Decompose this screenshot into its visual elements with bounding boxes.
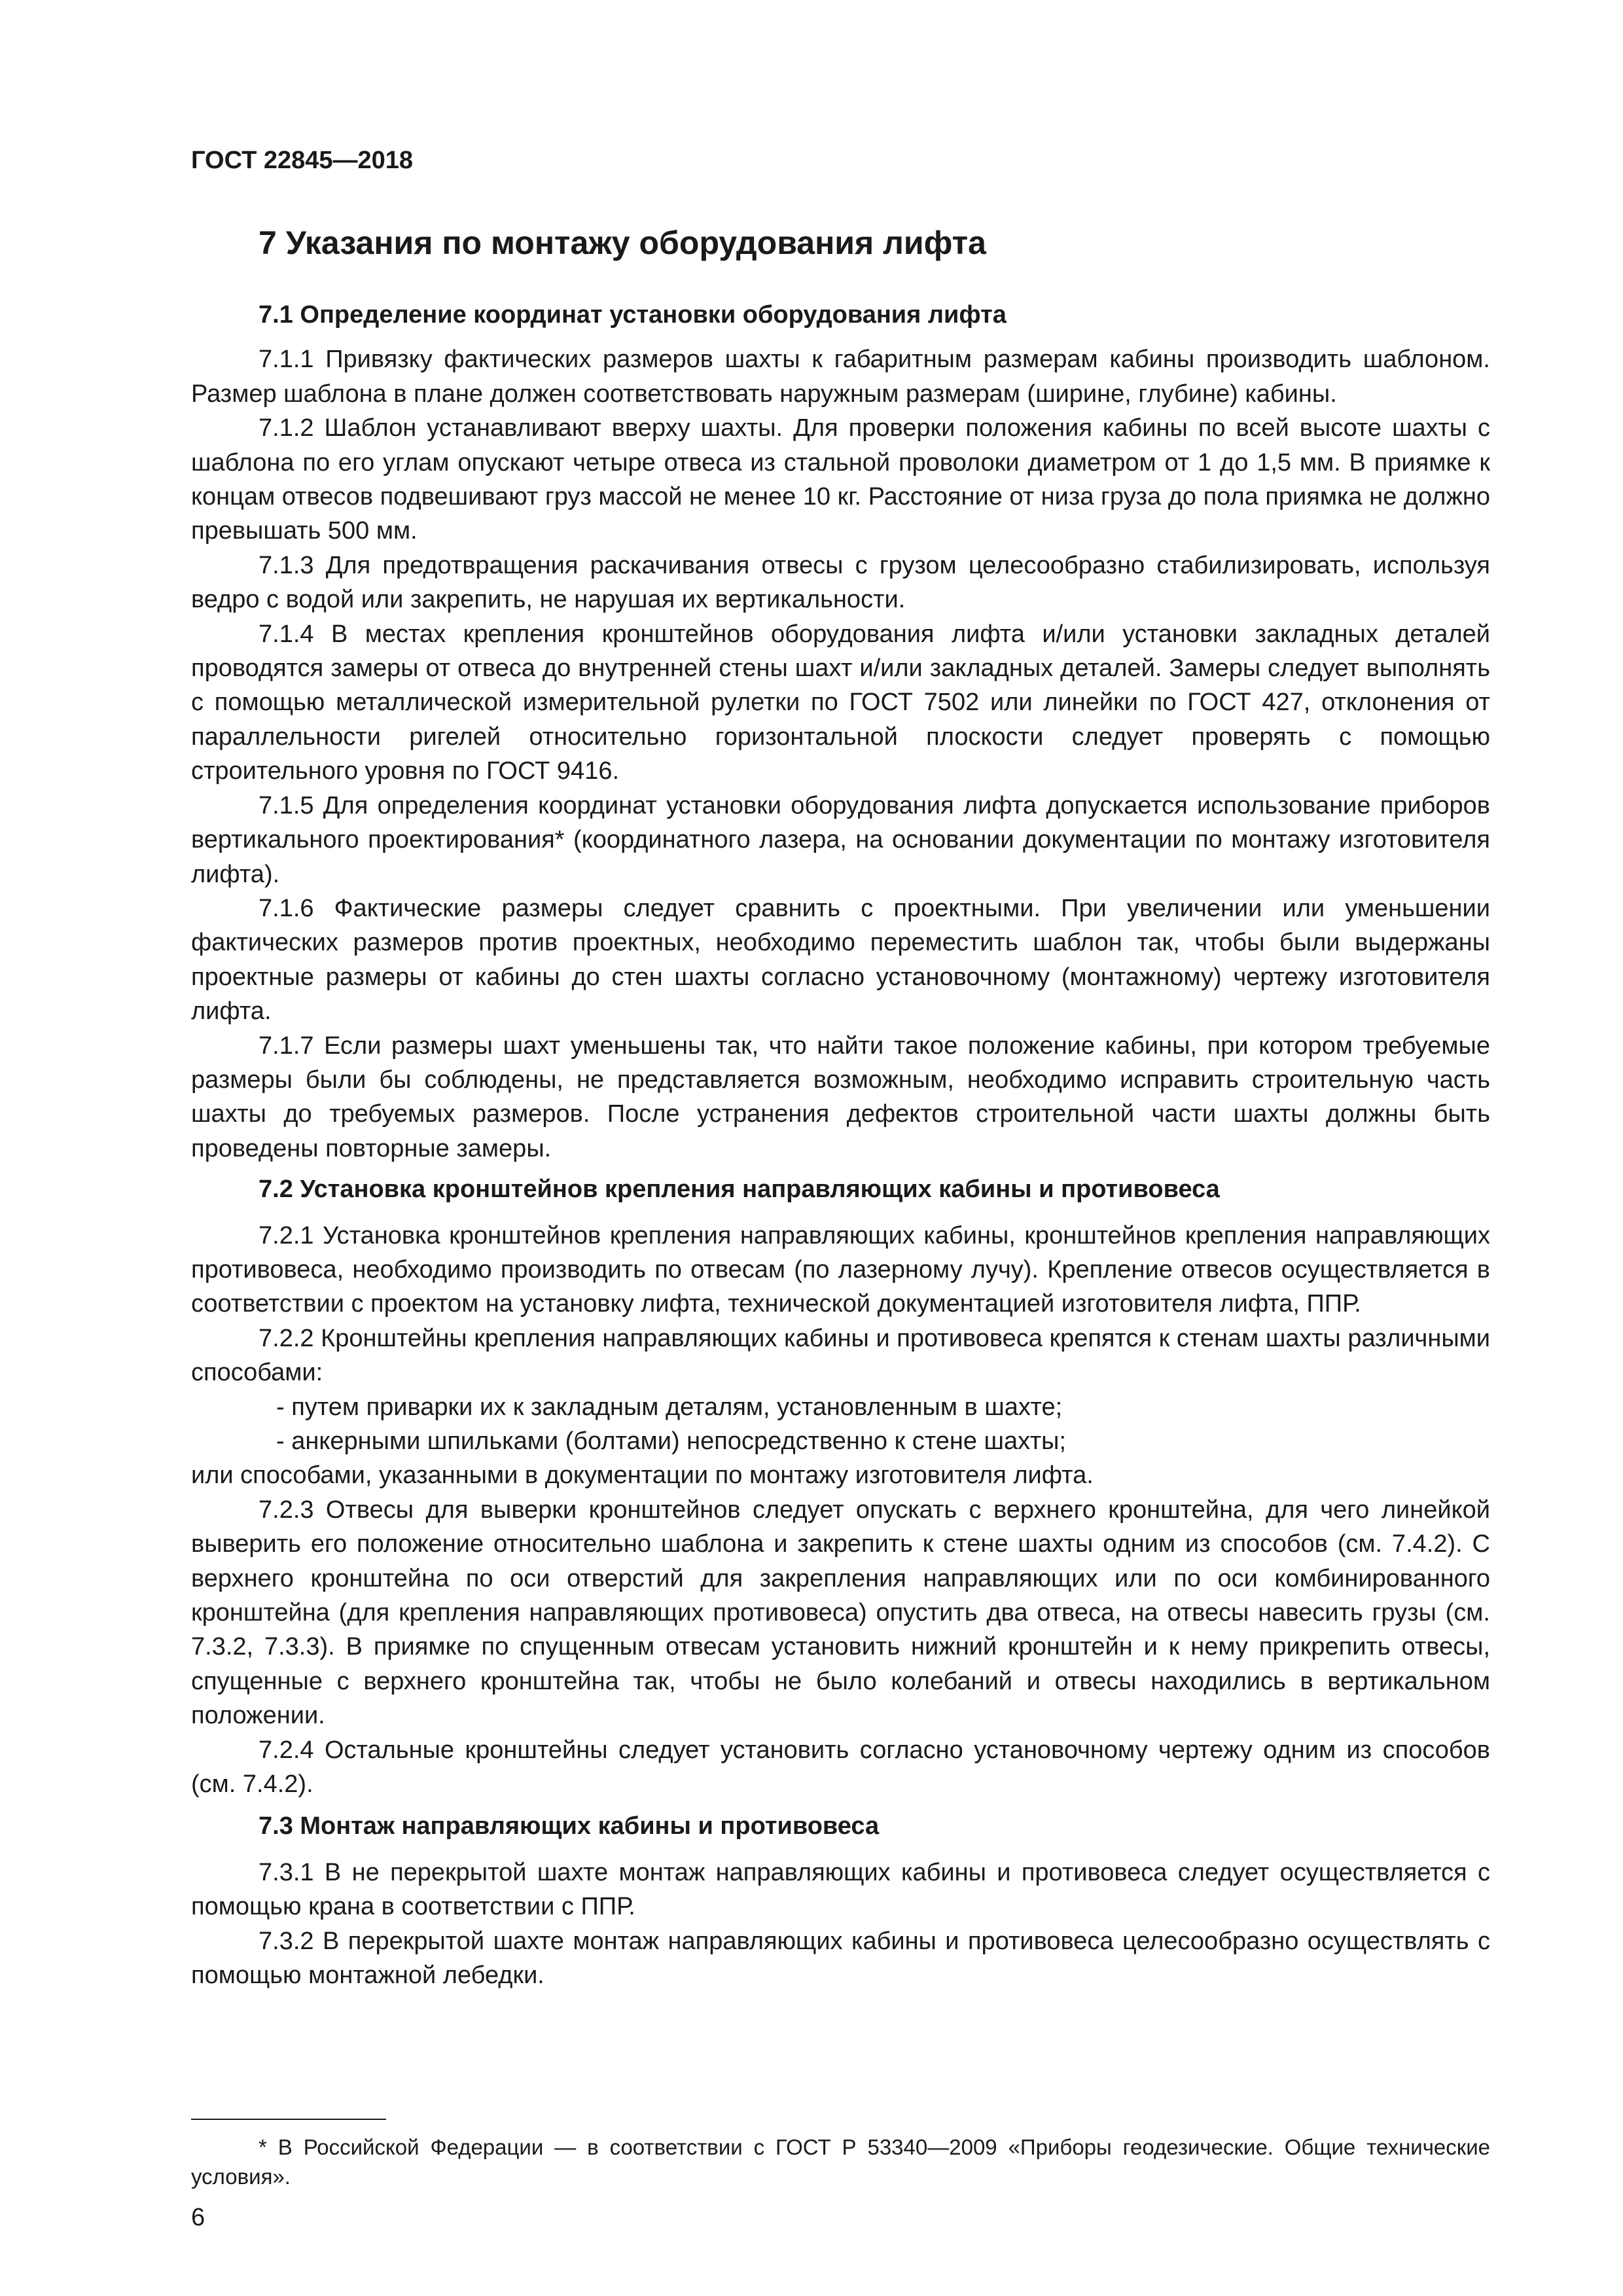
section-title: 7 Указания по монтажу оборудования лифта [259,224,986,261]
paragraph-7-3-2: 7.3.2 В перекрытой шахте монтаж направляющих кабины и противовеса целесообразно осуществлять с помощью монтажной лебедки. [191,1927,1490,1990]
subsection-title-7-3: 7.3 Монтаж направляющих кабины и противовеса [259,1812,880,1840]
paragraph-7-1-2: 7.1.2 Шаблон устанавливают вверху шахты. Для проверки положения кабины по всей высоте шахты с шаблона по его углам опускают четыре отвеса из стальной проволоки диаметром от 1 до 1,5 мм. В приямке к концам отвесов подвешивают груз массой не менее 10 кг. Расстояние от низа груза до пола приямка не должно превышать 500 мм. [191,414,1490,545]
page-number: 6 [191,2204,205,2231]
paragraph-7-1-4: 7.1.4 В местах крепления кронштейнов оборудования лифта и/или установки закладных деталей проводятся замеры от отвеса до внутренней стены шахт и/или закладных деталей. Замеры следует выполнять с помощью металлической измерительной рулетки по ГОСТ 7502 или линейки по ГОСТ 427, отклонения от параллельности ригелей относительно горизонтальной плоскости следует проверять с помощью строительного уровня по ГОСТ 9416. [191,620,1490,785]
paragraph-7-2-2-tail: или способами, указанными в документации по монтажу изготовителя лифта. [191,1462,1094,1490]
paragraph-7-1-6: 7.1.6 Фактические размеры следует сравнить с проектными. При увеличении или уменьшении фактических размеров против проектных, необходимо переместить шаблон так, чтобы были выдержаны проектные размеры от кабины до стен шахты согласно установочному (монтажному) чертежу изготовителя лифта. [191,894,1490,1026]
subsection-title-7-2: 7.2 Установка кронштейнов крепления направляющих кабины и противовеса [259,1175,1220,1204]
footnote-divider [191,2119,386,2120]
document-header-id: ГОСТ 22845—2018 [191,147,414,174]
paragraph-7-1-7: 7.1.7 Если размеры шахт уменьшены так, что найти такое положение кабины, при котором требуемые размеры были бы соблюдены, не представляется возможным, необходимо исправить строительную часть шахты до требуемых размеров. После устранения дефектов строительной части шахты должны быть проведены повторные замеры. [191,1031,1490,1162]
paragraph-7-1-1: 7.1.1 Привязку фактических размеров шахты к габаритным размерам кабины производить шаблоном. Размер шаблона в плане должен соответствовать наружным размерам (ширине, глубине) кабины. [191,346,1490,408]
paragraph-7-2-1: 7.2.1 Установка кронштейнов крепления направляющих кабины, кронштейнов крепления направляющих противовеса, необходимо производить по отвесам (по лазерному лучу). Крепление отвесов осуществляется в соответствии с проектом на установку лифта, технической документацией изготовителя лифта, ППР. [191,1221,1490,1318]
subsection-title-7-1: 7.1 Определение координат установки оборудования лифта [259,301,1007,329]
list-item: - анкерными шпильками (болтами) непосредственно к стене шахты; [276,1427,1067,1455]
paragraph-7-2-4: 7.2.4 Остальные кронштейны следует установить согласно установочному чертежу одним из способов (см. 7.4.2). [191,1736,1490,1799]
paragraph-7-1-3: 7.1.3 Для предотвращения раскачивания отвесы с грузом целесообразно стабилизировать, используя ведро с водой или закрепить, не нарушая их вертикальности. [191,551,1490,614]
paragraph-7-1-5: 7.1.5 Для определения координат установки оборудования лифта допускается использование приборов вертикального проектирования* (координатного лазера, на основании документации по монтажу изготовителя лифта). [191,791,1490,888]
document-body [191,298,1490,1993]
footnote: * В Российской Федерации — в соответствии с ГОСТ Р 53340—2009 «Приборы геодезические. Общие технические условия». [191,2135,1490,2189]
paragraph-7-3-1: 7.3.1 В не перекрытой шахте монтаж направляющих кабины и противовеса следует осуществляется с помощью крана в соответствии с ППР. [191,1858,1490,1921]
list-item: - путем приварки их к закладным деталям, установленным в шахте; [276,1393,1063,1421]
paragraph-7-2-3: 7.2.3 Отвесы для выверки кронштейнов следует опускать с верхнего кронштейна, для чего линейкой выверить его положение относительно шаблона и закрепить к стене шахты одним из способов (см. 7.4.2). С верхнего кронштейна по оси отверстий для закрепления направляющих или по оси комбинированного кронштейна (для крепления направляющих противовеса) опустить два отвеса, на отвесы навесить грузы (см. 7.3.2, 7.3.3). В приямке по спущенным отвесам установить нижний кронштейн и к нему прикрепить отвесы, спущенные с верхнего кронштейна так, чтобы не было колебаний и отвесы находились в вертикальном положении. [191,1496,1490,1730]
paragraph-7-2-2: 7.2.2 Кронштейны крепления направляющих кабины и противовеса крепятся к стенам шахты различными способами: [191,1324,1490,1387]
